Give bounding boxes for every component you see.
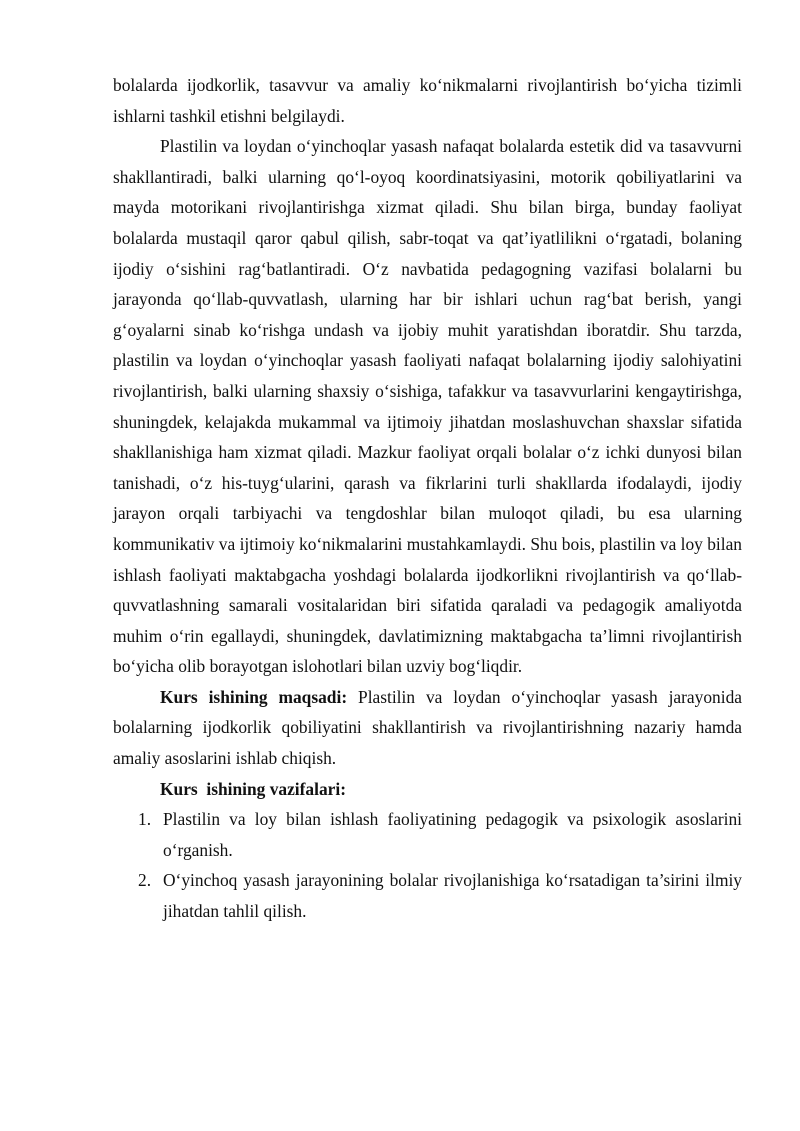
tasks-list [113, 804, 742, 926]
document-body [113, 70, 742, 927]
list-item-number: 1. [138, 809, 152, 830]
paragraph-main: Plastilin va loydan o‘yinchoqlar yasash nafaqat bolalarda estetik did va tasavvurni shakllantiradi, balki ularning qo‘l-oyoq koordinatsiyasini, motorik qobiliyatlarini va mayda motorikani rivojlantirishga xizmat qiladi. Shu bilan birga, bunday faoliyat bolalarda mustaqil qaror qabul qilish, sabr-toqat va qat’iyatlilikni o‘rgatadi, bolaning ijodiy o‘sishini rag‘batlantiradi. O‘z navbatida pedagogning vazifasi bolalarni bu jarayonda qo‘llab-quvvatlash, ularning har bir ishlari uchun rag‘bat berish, yangi g‘oyalarni sinab ko‘rishga undash va ijobiy muhit yaratishdan iboratdir. Shu tarzda, plastilin va loydan o‘yinchoqlar yasash faoliyati nafaqat bolalarning ijodiy salohiyatini rivojlantirish, balki ularning shaxsiy o‘sishiga, tafakkur va tasavvurlarini kengaytirishga, shuningdek, kelajakda mukammal va ijtimoiy jihatdan moslashuvchan shaxslar sifatida shakllanishiga ham xizmat qiladi. Mazkur faoliyat orqali bolalar o‘z ichki dunyosi bilan tanishadi, o‘z his-tuyg‘ularini, qarash va fikrlarini turli shakllarda ifodalaydi, ijodiy jarayon orqali tarbiyachi va tengdoshlar bilan muloqot qiladi, bu esa ularning kommunikativ va ijtimoiy ko‘nikmalarini mustahkamlaydi. Shu bois, plastilin va loy bilan ishlash faoliyati maktabgacha yoshdagi bolalarda ijodkorlikni rivojlantirish va qo‘llab-quvvatlashning samarali vositalaridan biri sifatida qaraladi va pedagogik amaliyotda muhim o‘rin egallaydi, shuningdek, davlatimizning maktabgacha ta’limni rivojlantirish bo‘yicha olib borayotgan islohotlari bilan uzviy bog‘liqdir. [113, 136, 742, 677]
list-item-text: O‘yinchoq yasash jarayonining bolalar rivojlanishiga ko‘rsatadigan ta’sirini ilmiy jihatdan tahlil qilish. [163, 870, 742, 922]
list-item-number: 2. [138, 870, 152, 891]
goal-text: Plastilin va loydan o‘yinchoqlar yasash jarayonida bolalarning ijodkorlik qobiliyatini shakllantirish va rivojlantirishning nazariy hamda amaliy asoslarini ishlab chiqish. [113, 686, 742, 769]
list-item [113, 804, 742, 865]
list-item [113, 865, 742, 926]
tasks-heading: Kurs ishining vazifalari: [160, 778, 346, 799]
paragraph-continuation: bolalarda ijodkorlik, tasavvur va amaliy ko‘nikmalarni rivojlantirish bo‘yicha tizimli ishlarni tashkil etishni belgilaydi. [113, 75, 742, 126]
list-item-text: Plastilin va loy bilan ishlash faoliyatining pedagogik va psixologik asoslarini o‘rganish. [163, 809, 742, 860]
goal-label: Kurs ishining maqsadi: [160, 686, 348, 707]
paragraph-goal [113, 682, 742, 774]
